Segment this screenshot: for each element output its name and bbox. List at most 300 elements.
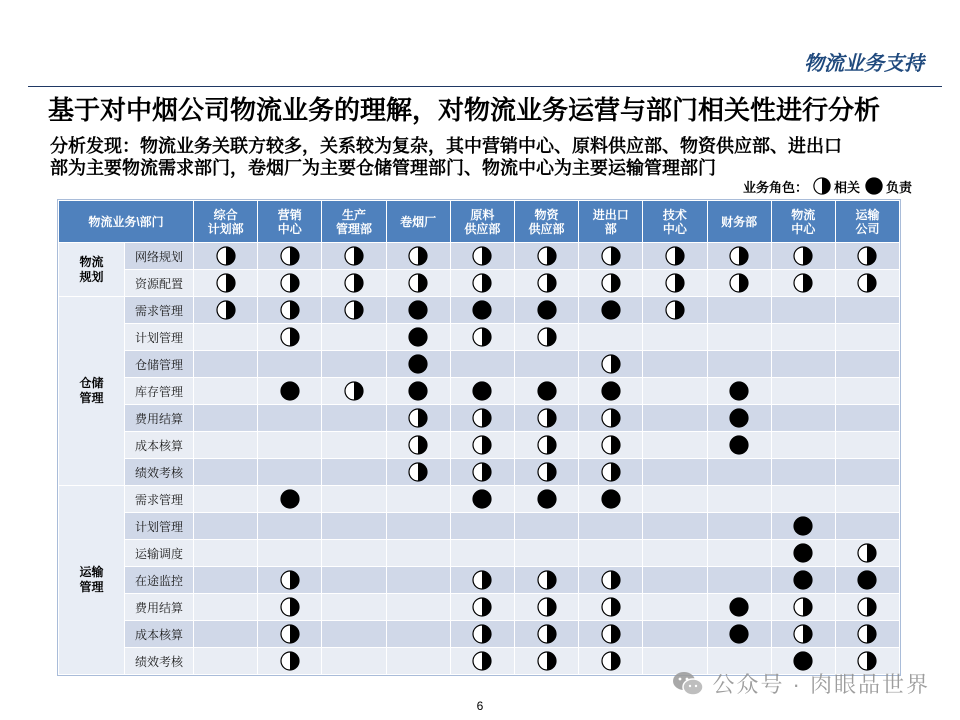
role-cell (194, 432, 258, 459)
category-cell (59, 486, 125, 675)
table-row (59, 513, 900, 540)
role-cell (194, 324, 258, 351)
role-cell (579, 270, 643, 297)
half-circle-icon (793, 246, 813, 266)
full-circle-icon (537, 381, 557, 401)
department-header-line: 进出口 (592, 207, 629, 222)
department-header (322, 201, 386, 243)
full-circle-icon (472, 381, 492, 401)
half-circle-icon (344, 246, 364, 266)
half-circle-icon (216, 246, 236, 266)
business-item-cell: 成本核算 (125, 432, 194, 459)
department-header-line: 中心 (791, 221, 816, 236)
header-row (59, 201, 900, 243)
role-cell (386, 378, 450, 405)
department-header-line: 公司 (855, 221, 880, 236)
full-circle-icon (280, 489, 300, 509)
role-cell (771, 540, 835, 567)
role-cell (194, 405, 258, 432)
half-circle-icon (280, 273, 300, 293)
role-cell (386, 297, 450, 324)
role-cell (450, 648, 514, 675)
half-circle-icon (472, 435, 492, 455)
table-row (59, 297, 900, 324)
half-circle-icon (537, 570, 557, 590)
page-number: 6 (476, 699, 484, 713)
role-cell (771, 351, 835, 378)
half-circle-icon (344, 273, 364, 293)
category-label-line: 运输 (79, 565, 104, 579)
half-circle-icon (408, 462, 428, 482)
role-cell (643, 297, 707, 324)
role-cell (514, 405, 578, 432)
half-circle-icon (857, 543, 877, 563)
role-cell (579, 243, 643, 270)
role-cell (643, 432, 707, 459)
half-circle-icon (793, 597, 813, 617)
role-cell (835, 270, 899, 297)
business-item-cell: 绩效考核 (125, 648, 194, 675)
half-circle-icon (537, 624, 557, 644)
full-circle-icon (280, 381, 300, 401)
role-cell (835, 432, 899, 459)
analysis-finding (50, 135, 842, 179)
role-cell (643, 243, 707, 270)
role-cell (450, 621, 514, 648)
category-label-line: 物流 (79, 254, 104, 269)
role-cell (386, 459, 450, 486)
role-cell (450, 324, 514, 351)
business-item-cell: 在途监控 (125, 567, 194, 594)
role-cell (450, 513, 514, 540)
department-header-line: 供应部 (528, 221, 565, 236)
half-circle-icon (857, 246, 877, 266)
role-cell (386, 486, 450, 513)
role-cell (514, 621, 578, 648)
role-cell (707, 513, 771, 540)
half-circle-icon (344, 300, 364, 320)
role-cell (579, 567, 643, 594)
department-header (643, 201, 707, 243)
role-cell (835, 297, 899, 324)
half-circle-icon (216, 300, 236, 320)
half-circle-icon (537, 273, 557, 293)
half-circle-icon (216, 273, 236, 293)
role-cell (386, 540, 450, 567)
business-item-cell: 成本核算 (125, 621, 194, 648)
role-cell (258, 540, 322, 567)
role-cell (835, 621, 899, 648)
department-header-line: 运输 (855, 207, 880, 222)
full-circle-icon (537, 300, 557, 320)
role-cell (322, 243, 386, 270)
business-item-cell: 仓储管理 (125, 351, 194, 378)
half-circle-icon (665, 246, 685, 266)
department-header (835, 201, 899, 243)
half-circle-icon (729, 273, 749, 293)
half-circle-icon (280, 570, 300, 590)
half-circle-icon (601, 354, 621, 374)
role-cell (386, 243, 450, 270)
role-cell (322, 351, 386, 378)
matrix-body (59, 243, 900, 675)
legend-label: 业务角色： (742, 179, 808, 195)
role-cell (194, 486, 258, 513)
full-circle-icon (793, 543, 813, 563)
half-circle-icon (537, 435, 557, 455)
role-cell (258, 243, 322, 270)
business-item-cell: 费用结算 (125, 594, 194, 621)
role-cell (514, 432, 578, 459)
role-cell (771, 270, 835, 297)
role-cell (707, 243, 771, 270)
role-cell (194, 270, 258, 297)
department-header-line: 中心 (277, 221, 302, 236)
half-circle-icon (601, 246, 621, 266)
matrix-header (59, 201, 900, 243)
role-cell (514, 351, 578, 378)
role-cell (194, 621, 258, 648)
half-circle-icon (537, 327, 557, 347)
role-cell (258, 297, 322, 324)
department-header (194, 201, 258, 243)
role-cell (322, 432, 386, 459)
role-cell (258, 405, 322, 432)
role-cell (258, 351, 322, 378)
role-cell (450, 378, 514, 405)
role-cell (707, 540, 771, 567)
role-cell (835, 243, 899, 270)
role-cell (643, 513, 707, 540)
role-cell (707, 378, 771, 405)
department-header-line: 财务部 (721, 214, 758, 229)
business-item-cell: 需求管理 (125, 297, 194, 324)
role-cell (707, 432, 771, 459)
half-circle-icon (537, 246, 557, 266)
half-circle-icon (601, 597, 621, 617)
full-circle-icon (408, 327, 428, 347)
role-cell (194, 297, 258, 324)
role-cell (322, 324, 386, 351)
half-circle-icon (813, 177, 831, 195)
role-cell (386, 405, 450, 432)
table-row (59, 459, 900, 486)
half-circle-icon (793, 273, 813, 293)
wechat-icon (672, 670, 704, 698)
full-circle-icon (865, 177, 883, 195)
role-cell (194, 378, 258, 405)
business-item-cell: 资源配置 (125, 270, 194, 297)
role-cell (835, 378, 899, 405)
department-header-line: 物资 (534, 207, 559, 222)
role-cell (707, 621, 771, 648)
department-header-line: 综合 (213, 207, 238, 222)
half-circle-icon (408, 435, 428, 455)
role-cell (258, 513, 322, 540)
role-cell (322, 513, 386, 540)
role-cell (450, 243, 514, 270)
role-cell (771, 567, 835, 594)
role-cell (258, 432, 322, 459)
role-cell (322, 486, 386, 513)
role-cell (450, 594, 514, 621)
role-cell (707, 351, 771, 378)
full-circle-icon (408, 354, 428, 374)
table-row (59, 243, 900, 270)
half-circle-icon (472, 651, 492, 671)
table-row (59, 351, 900, 378)
full-circle-icon (793, 570, 813, 590)
table-row (59, 486, 900, 513)
role-cell (835, 324, 899, 351)
role-cell (386, 567, 450, 594)
business-item-cell: 库存管理 (125, 378, 194, 405)
role-cell (771, 594, 835, 621)
role-cell (322, 270, 386, 297)
role-cell (194, 243, 258, 270)
role-cell (771, 378, 835, 405)
watermark-text: 公众号 · 肉眼品世界 (712, 672, 930, 697)
half-circle-icon (408, 273, 428, 293)
role-cell (450, 540, 514, 567)
full-circle-icon (729, 624, 749, 644)
role-legend (743, 177, 912, 195)
role-cell (450, 432, 514, 459)
full-circle-icon (857, 570, 877, 590)
role-cell (322, 540, 386, 567)
logistics-department-matrix (58, 200, 900, 675)
role-cell (514, 594, 578, 621)
role-cell (707, 459, 771, 486)
role-cell (835, 594, 899, 621)
table-row (59, 405, 900, 432)
role-cell (450, 459, 514, 486)
table-row (59, 540, 900, 567)
role-cell (514, 486, 578, 513)
role-cell (386, 513, 450, 540)
role-cell (258, 594, 322, 621)
role-cell (835, 540, 899, 567)
role-cell (514, 297, 578, 324)
full-circle-icon (729, 435, 749, 455)
full-circle-icon (601, 489, 621, 509)
role-cell (579, 594, 643, 621)
role-cell (579, 324, 643, 351)
role-cell (450, 351, 514, 378)
role-cell (579, 405, 643, 432)
section-title: 物流业务支持 (804, 53, 924, 75)
department-header (771, 201, 835, 243)
role-cell (194, 540, 258, 567)
role-cell (514, 270, 578, 297)
department-header-line: 生产 (341, 207, 366, 222)
full-circle-icon (729, 597, 749, 617)
role-cell (386, 621, 450, 648)
half-circle-icon (857, 273, 877, 293)
category-label-line: 仓储 (79, 376, 104, 390)
role-cell (322, 567, 386, 594)
role-cell (771, 297, 835, 324)
role-cell (514, 459, 578, 486)
business-item-cell: 计划管理 (125, 324, 194, 351)
full-circle-icon (537, 489, 557, 509)
half-circle-icon (857, 597, 877, 617)
role-cell (707, 405, 771, 432)
half-circle-icon (472, 624, 492, 644)
full-circle-icon (601, 381, 621, 401)
category-label-line: 规划 (79, 269, 104, 284)
role-cell (386, 594, 450, 621)
role-cell (771, 405, 835, 432)
department-header-line: 卷烟厂 (400, 214, 437, 229)
role-cell (322, 621, 386, 648)
half-circle-icon (280, 246, 300, 266)
role-cell (514, 648, 578, 675)
role-cell (386, 324, 450, 351)
role-cell (579, 621, 643, 648)
role-cell (643, 405, 707, 432)
half-circle-icon (280, 597, 300, 617)
half-circle-icon (472, 327, 492, 347)
half-circle-icon (472, 462, 492, 482)
role-cell (514, 513, 578, 540)
role-cell (514, 540, 578, 567)
role-cell (771, 486, 835, 513)
business-item-cell: 计划管理 (125, 513, 194, 540)
category-cell (59, 297, 125, 486)
role-cell (643, 621, 707, 648)
role-cell (258, 621, 322, 648)
role-cell (579, 513, 643, 540)
category-label-line: 管理 (79, 391, 104, 405)
half-circle-icon (280, 327, 300, 347)
role-cell (450, 405, 514, 432)
role-cell (322, 405, 386, 432)
role-cell (450, 270, 514, 297)
role-cell (450, 486, 514, 513)
role-cell (643, 540, 707, 567)
half-circle-icon (408, 408, 428, 428)
role-cell (322, 459, 386, 486)
role-cell (643, 270, 707, 297)
role-cell (258, 378, 322, 405)
department-header (707, 201, 771, 243)
role-cell (579, 648, 643, 675)
role-cell (258, 324, 322, 351)
role-cell (643, 378, 707, 405)
role-cell (579, 351, 643, 378)
role-cell (322, 378, 386, 405)
department-header-line: 营销 (277, 207, 302, 222)
corner-header: 物流业务\部门 (59, 201, 194, 243)
half-circle-icon (601, 408, 621, 428)
table-row (59, 270, 900, 297)
role-cell (579, 297, 643, 324)
role-cell (771, 432, 835, 459)
role-cell (835, 351, 899, 378)
role-cell (322, 648, 386, 675)
half-circle-icon (601, 273, 621, 293)
half-circle-icon (601, 435, 621, 455)
role-cell (835, 405, 899, 432)
category-cell (59, 243, 125, 297)
role-cell (643, 351, 707, 378)
full-circle-icon (472, 489, 492, 509)
role-cell (194, 567, 258, 594)
role-cell (835, 486, 899, 513)
department-header (514, 201, 578, 243)
half-circle-icon (537, 651, 557, 671)
role-cell (258, 567, 322, 594)
half-circle-icon (857, 624, 877, 644)
half-circle-icon (472, 570, 492, 590)
role-cell (514, 324, 578, 351)
role-cell (322, 297, 386, 324)
role-cell (707, 567, 771, 594)
role-cell (579, 378, 643, 405)
half-circle-icon (280, 624, 300, 644)
analysis-finding-line-1: 分析发现：物流业务关联方较多，关系较为复杂，其中营销中心、原料供应部、物资供应部、进出口 (50, 136, 842, 156)
half-circle-icon (280, 651, 300, 671)
department-header-line: 物流 (791, 207, 816, 222)
role-cell (771, 243, 835, 270)
table-row (59, 621, 900, 648)
full-circle-icon (729, 408, 749, 428)
table-row (59, 594, 900, 621)
half-circle-icon (472, 273, 492, 293)
watermark (672, 668, 930, 699)
department-header-line: 管理部 (335, 221, 372, 236)
full-circle-icon (472, 300, 492, 320)
department-header (450, 201, 514, 243)
half-circle-icon (472, 408, 492, 428)
department-header-line: 计划部 (207, 221, 244, 236)
table-row (59, 378, 900, 405)
department-header-line: 部 (604, 221, 617, 236)
full-circle-icon (793, 516, 813, 536)
half-circle-icon (537, 408, 557, 428)
full-circle-icon (601, 300, 621, 320)
role-cell (707, 594, 771, 621)
role-cell (258, 459, 322, 486)
role-cell (835, 567, 899, 594)
half-circle-icon (537, 462, 557, 482)
table-row (59, 432, 900, 459)
role-cell (514, 567, 578, 594)
department-header (579, 201, 643, 243)
table-row (59, 324, 900, 351)
role-cell (643, 486, 707, 513)
role-cell (258, 270, 322, 297)
role-cell (450, 567, 514, 594)
department-header (386, 201, 450, 243)
half-circle-icon (665, 273, 685, 293)
legend-item-related: 相关 (833, 179, 860, 195)
business-item-cell: 网络规划 (125, 243, 194, 270)
category-label-line: 管理 (79, 580, 104, 594)
role-cell (707, 297, 771, 324)
business-item-cell: 运输调度 (125, 540, 194, 567)
role-cell (514, 243, 578, 270)
department-header-line: 技术 (662, 207, 687, 222)
role-cell (707, 486, 771, 513)
role-cell (194, 594, 258, 621)
business-item-cell: 需求管理 (125, 486, 194, 513)
role-cell (707, 270, 771, 297)
role-cell (771, 324, 835, 351)
role-cell (579, 432, 643, 459)
business-item-cell: 费用结算 (125, 405, 194, 432)
